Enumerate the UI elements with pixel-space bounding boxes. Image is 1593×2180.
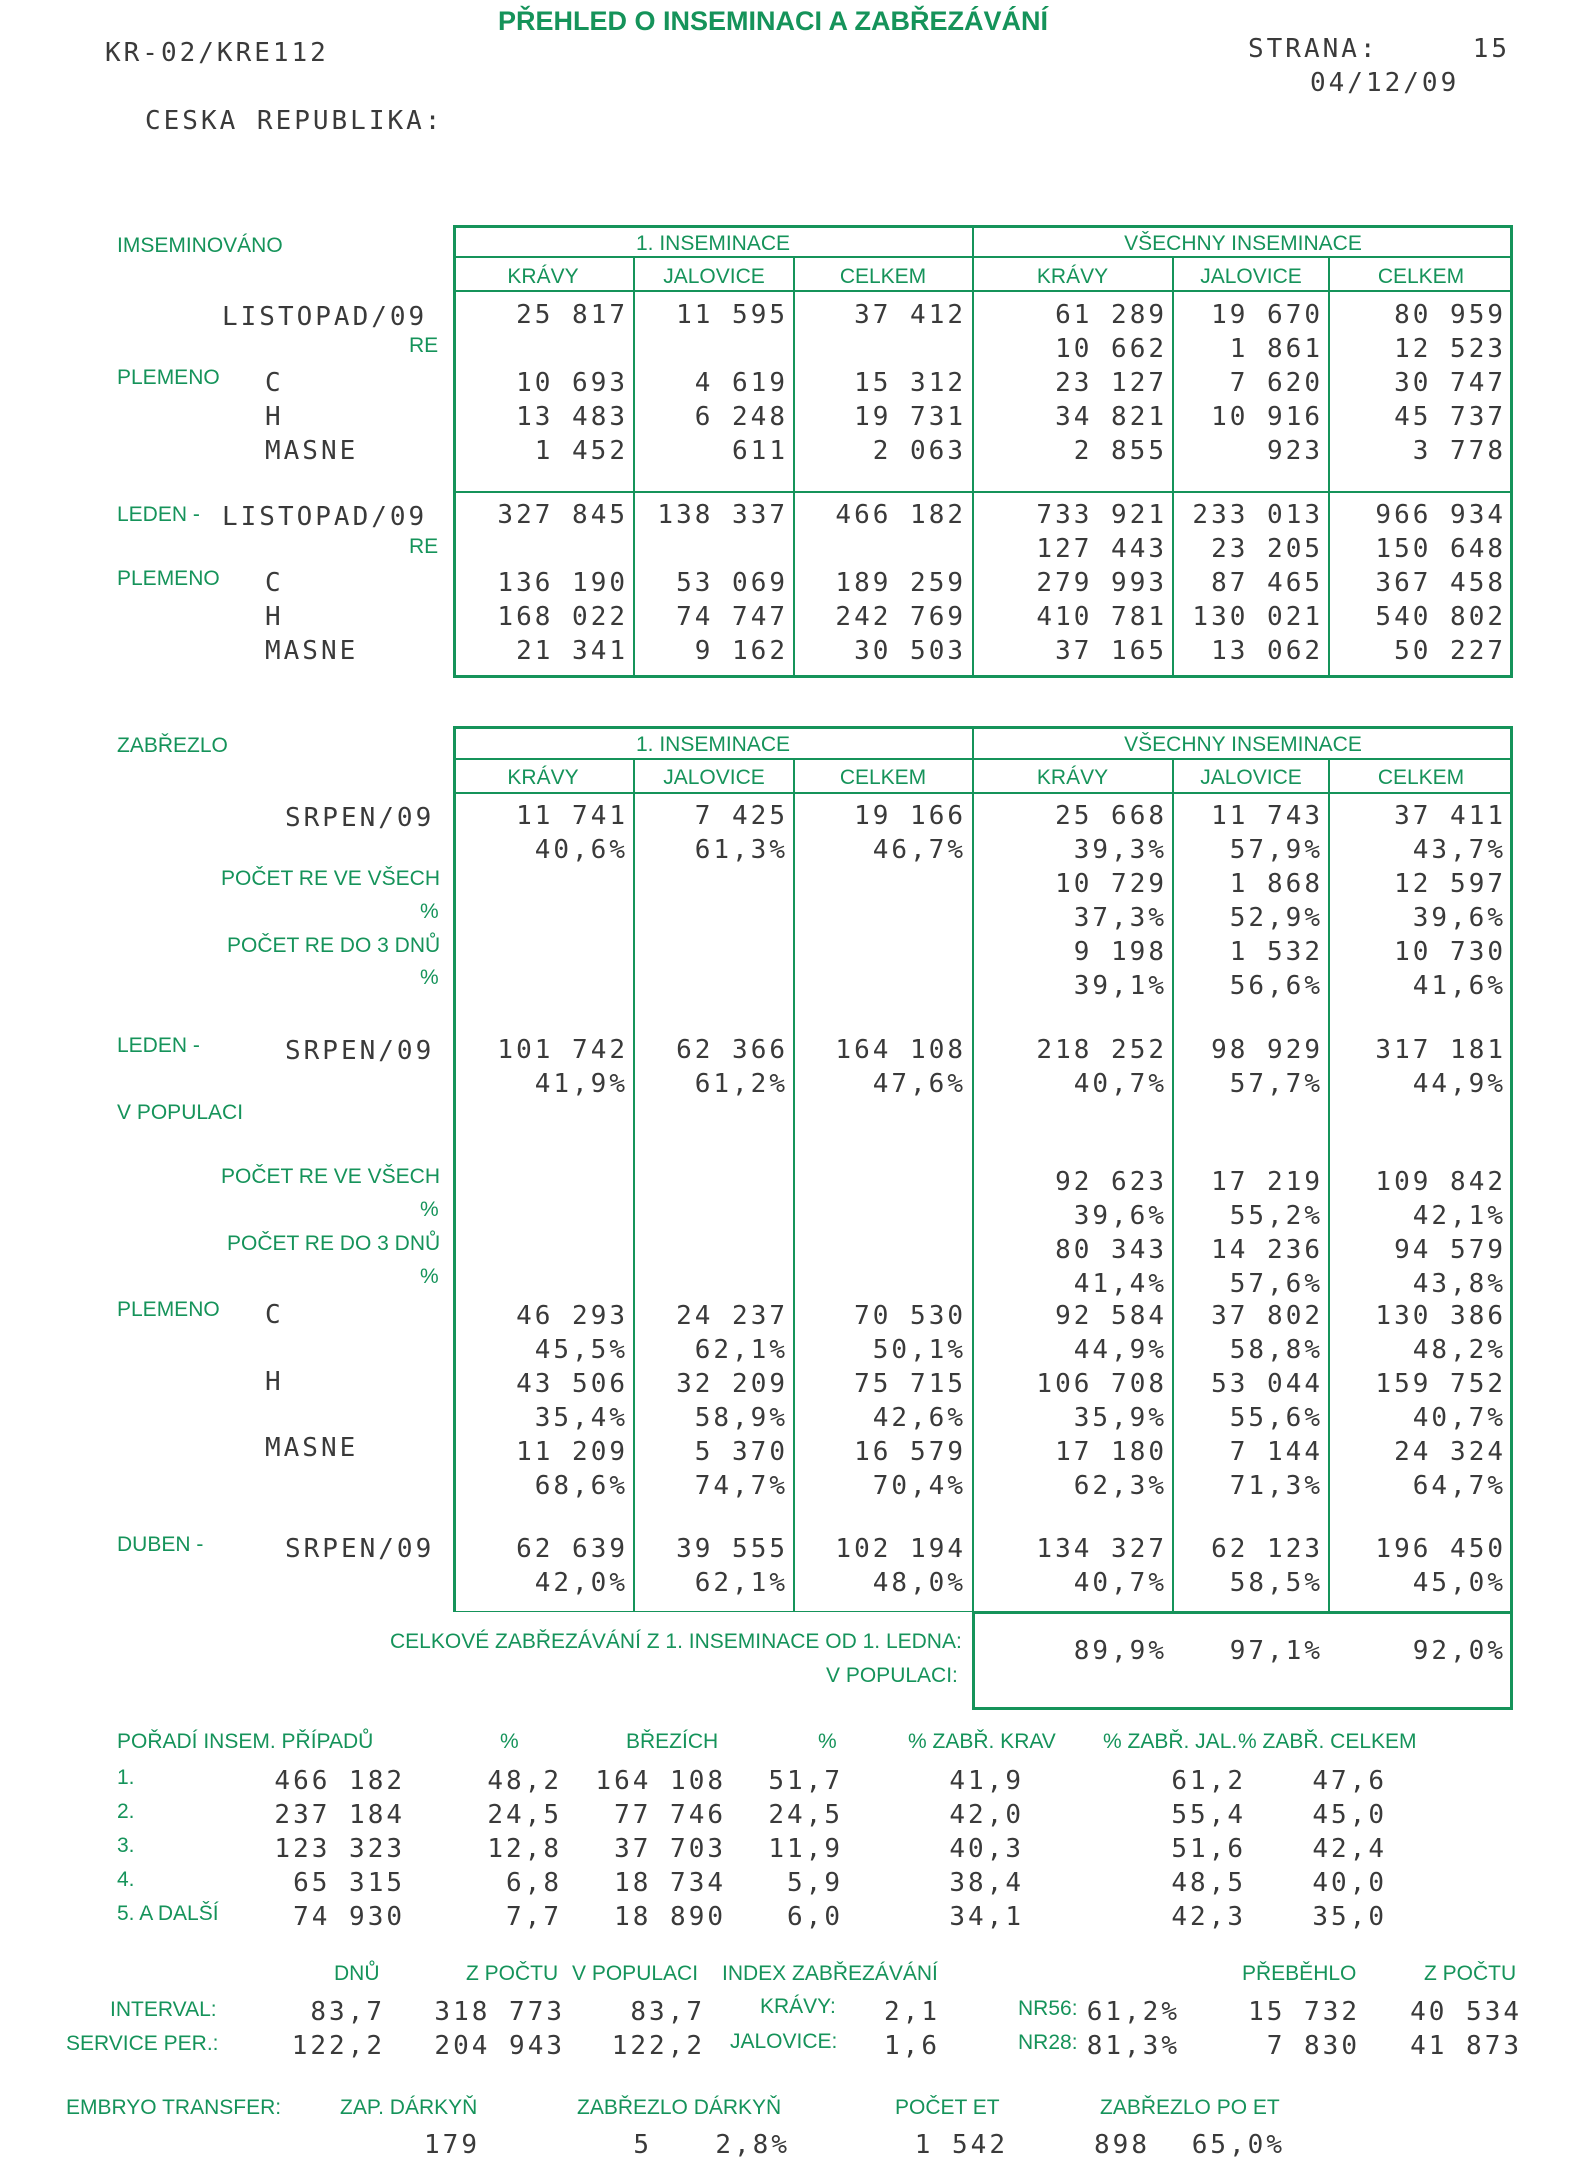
breed-h: H [265,402,284,432]
pct-label: % [420,1265,439,1288]
inseminated-p2-cell: 189 259 [835,568,966,598]
order-row-label: 5. A DALŠÍ [117,1902,219,1925]
conceived-p3-cell: 196 450 [1375,1534,1506,1564]
conceived-p3-cell: 62 639 [516,1534,628,1564]
order-row-label: 1. [117,1766,135,1789]
conceived-p1-cell: 56,6% [1229,971,1323,1001]
conceived-breed-cell: 64,7% [1412,1471,1506,1501]
inseminated-p1-cell: 19 670 [1211,300,1323,330]
conceived-p1-cell: 37,3% [1073,903,1167,933]
inseminated-p2-cell: 733 921 [1036,500,1167,530]
service-period-value: 122,2 [611,2031,705,2061]
inseminated-p1-cell: 611 [732,436,788,466]
re-label: RE [409,334,439,357]
order-cell: 51,6 [1171,1834,1246,1864]
interval-value: 83,7 [630,1997,705,2027]
conceived-breed-cell: 42,6% [872,1403,966,1433]
inseminated-p1-cell: 2 063 [872,436,966,466]
col-celkem: CELKEM [839,766,927,789]
nr56-value: 40 534 [1410,1997,1522,2027]
order-cell: 55,4 [1171,1800,1246,1830]
order-cell: 40,3 [949,1834,1024,1864]
conceived-breed-cell: 62,1% [694,1335,788,1365]
conceived-re-cell: 17 219 [1211,1167,1323,1197]
conceived-p1-cell: 43,7% [1412,835,1506,865]
col-kravy: KRÁVY [507,766,579,789]
order-header-pct2: % [818,1730,837,1753]
order-cell: 37 703 [614,1834,726,1864]
conceived-p1-cell: 19 166 [854,801,966,831]
inseminated-p2-cell: 966 934 [1375,500,1506,530]
conceived-p1-cell: 10 729 [1055,869,1167,899]
conceived-breed-cell: 70 530 [854,1301,966,1331]
service-period-value: 204 943 [434,2031,565,2061]
conceived-p1-cell: 61,3% [694,835,788,865]
conceived-p3-cell: 134 327 [1036,1534,1167,1564]
cows-index-value: 2,1 [884,1997,940,2027]
conceived-p3-cell: 62,1% [694,1568,788,1598]
inseminated-p1-cell: 34 821 [1055,402,1167,432]
order-cell: 7,7 [506,1902,562,1932]
conceived-p2-cell: 164 108 [835,1035,966,1065]
order-cell: 164 108 [595,1766,726,1796]
col-jalovice: JALOVICE [663,766,765,789]
inseminated-p1-cell: 10 693 [516,368,628,398]
order-cell: 48,5 [1171,1868,1246,1898]
conceived-after-et-value: 898 [1094,2130,1150,2160]
order-row-label: 2. [117,1800,135,1823]
conceived-re-cell: 43,8% [1412,1269,1506,1299]
conceived-p2-cell: 44,9% [1412,1069,1506,1099]
conceived-p3-cell: 102 194 [835,1534,966,1564]
conceived-p1-cell: 39,1% [1073,971,1167,1001]
inseminated-p2-cell: 138 337 [657,500,788,530]
conceived-re-cell: 41,4% [1073,1269,1167,1299]
conceived-p3-cell: 39 555 [676,1534,788,1564]
conceived-re-cell: 109 842 [1375,1167,1506,1197]
inseminated-p2-cell: 540 802 [1375,602,1506,632]
inseminated-p2-cell: 367 458 [1375,568,1506,598]
conceived-p2-cell: 62 366 [676,1035,788,1065]
period-label: SRPEN/09 [285,803,435,833]
conceived-p1-cell: 39,3% [1073,835,1167,865]
conceived-breed-cell: 68,6% [534,1471,628,1501]
inseminated-p1-cell: 12 523 [1394,334,1506,364]
inseminated-p2-cell: 13 062 [1211,636,1323,666]
order-cell: 42,3 [1171,1902,1246,1932]
conceived-breed-cell: 48,2% [1412,1335,1506,1365]
nr56-label: NR56: [1018,1997,1078,2020]
conceived-p1-cell: 11 741 [516,801,628,831]
order-cell: 466 182 [274,1766,405,1796]
breed-label: PLEMENO [117,366,220,389]
inseminated-p1-cell: 25 817 [516,300,628,330]
col-jalovice-all: JALOVICE [1200,766,1302,789]
conceived-p3-cell: 40,7% [1073,1568,1167,1598]
order-cell: 24,5 [487,1800,562,1830]
service-period-value: 122,2 [291,2031,385,2061]
inseminated-p1-cell: 30 747 [1394,368,1506,398]
order-cell: 48,2 [487,1766,562,1796]
conceived-p1-cell: 1 532 [1229,937,1323,967]
total-conception-value: 89,9% [1073,1636,1167,1666]
inseminated-p2-cell: 87 465 [1211,568,1323,598]
h-passed: PŘEBĚHLO [1242,1962,1357,1985]
inseminated-p1-cell: 923 [1267,436,1323,466]
conceived-p1-cell: 41,6% [1412,971,1506,1001]
conceived-p2-cell: 57,7% [1229,1069,1323,1099]
conceived-p1-cell: 9 198 [1073,937,1167,967]
inseminated-p1-cell: 15 312 [854,368,966,398]
conceived-p1-cell: 12 597 [1394,869,1506,899]
conceived-p3-cell: 45,0% [1412,1568,1506,1598]
order-cell: 6,8 [506,1868,562,1898]
conceived-breed-cell: 130 386 [1375,1301,1506,1331]
total-conception-value: 97,1% [1229,1636,1323,1666]
col-celkem-all: CELKEM [1377,766,1465,789]
period-label: SRPEN/09 [285,1036,435,1066]
breed-c: C [265,368,284,398]
order-cell: 34,1 [949,1902,1024,1932]
conceived-p1-cell: 52,9% [1229,903,1323,933]
group-all-inseminations: VŠECHNY INSEMINACE [1124,232,1362,255]
breed-h: H [265,602,284,632]
conceived-re-cell: 14 236 [1211,1235,1323,1265]
order-cell: 41,9 [949,1766,1024,1796]
col-jalovice: JALOVICE [663,265,765,288]
conceived-p1-cell: 10 730 [1394,937,1506,967]
conceived-re-cell: 39,6% [1073,1201,1167,1231]
conceived-breed-cell: 53 044 [1211,1369,1323,1399]
conceived-p2-cell: 317 181 [1375,1035,1506,1065]
section-inseminated-label: IMSEMINOVÁNO [117,234,283,257]
conceived-breed-cell: 62,3% [1073,1471,1167,1501]
inseminated-p1-cell: 19 731 [854,402,966,432]
order-cell: 65 315 [293,1868,405,1898]
conceived-re-cell: 57,6% [1229,1269,1323,1299]
inseminated-p2-cell: 279 993 [1036,568,1167,598]
inseminated-p1-cell: 11 595 [676,300,788,330]
conceived-breed-cell: 74,7% [694,1471,788,1501]
country-label: CESKA REPUBLIKA: [145,106,444,136]
conceived-p1-cell: 40,6% [534,835,628,865]
breed-label: PLEMENO [117,567,220,590]
conceived-breed-cell: 43 506 [516,1369,628,1399]
total-conception-value: 92,0% [1412,1636,1506,1666]
h-in-population: V POPULACI [572,1962,699,1985]
conceived-p3-cell: 58,5% [1229,1568,1323,1598]
order-cell: 77 746 [614,1800,726,1830]
order-cell: 18 890 [614,1902,726,1932]
conceived-breed-cell: 58,8% [1229,1335,1323,1365]
service-period-label: SERVICE PER.: [66,2032,219,2055]
interval-label: INTERVAL: [110,1998,217,2021]
conceived-after-et-pct: 65,0% [1191,2130,1285,2160]
order-cell: 42,4 [1312,1834,1387,1864]
inseminated-p2-cell: 74 747 [676,602,788,632]
re-label: RE [409,535,439,558]
conceived-breed-cell: 50,1% [872,1335,966,1365]
report-code: KR-02/KRE112 [105,38,329,68]
order-row-label: 4. [117,1868,135,1891]
order-cell: 18 734 [614,1868,726,1898]
inseminated-p1-cell: 10 662 [1055,334,1167,364]
conceived-p3-cell: 42,0% [534,1568,628,1598]
inseminated-p2-cell: 242 769 [835,602,966,632]
conceived-breed-cell: 17 180 [1055,1437,1167,1467]
inseminated-p2-cell: 150 648 [1375,534,1506,564]
order-cell: 40,0 [1312,1868,1387,1898]
inseminated-p1-cell: 3 778 [1412,436,1506,466]
heifers-index-value: 1,6 [884,2031,940,2061]
inseminated-p1-cell: 6 248 [694,402,788,432]
total-population-label: V POPULACI: [826,1664,958,1687]
conceived-p2-cell: 101 742 [497,1035,628,1065]
heifers-index-label: JALOVICE: [730,2030,838,2053]
inseminated-p2-cell: 21 341 [516,636,628,666]
conceived-breed-cell: 46 293 [516,1301,628,1331]
h-conceived-after-et: ZABŘEZLO PO ET [1100,2096,1280,2119]
period-prefix-leden: LEDEN - [117,503,200,526]
col-kravy-all: KRÁVY [1036,766,1109,789]
conceived-p1-cell: 11 743 [1211,801,1323,831]
donors-conceived-value: 5 [633,2130,652,2160]
inseminated-p2-cell: 327 845 [497,500,628,530]
re-3days-label: POČET RE DO 3 DNŮ [227,1232,441,1255]
nr56-value: 61,2% [1086,1997,1180,2027]
order-cell: 42,0 [949,1800,1024,1830]
inseminated-p2-cell: 136 190 [497,568,628,598]
order-header-total: % ZABŘ. CELKEM [1238,1730,1417,1753]
h-days: DNŮ [334,1962,380,1985]
breed-masne: MASNE [265,636,359,666]
conceived-p2-cell: 218 252 [1036,1035,1167,1065]
conceived-p2-cell: 98 929 [1211,1035,1323,1065]
re-all-label: POČET RE VE VŠECH [221,867,441,890]
period-label: LISTOPAD/09 [222,502,428,532]
order-cell: 11,9 [768,1834,843,1864]
period-prefix-leden: LEDEN - [117,1034,200,1057]
page-number: 15 [1472,34,1510,64]
inseminated-p1-cell: 4 619 [694,368,788,398]
conceived-breed-cell: 24 324 [1394,1437,1506,1467]
conceived-breed-cell: 75 715 [854,1369,966,1399]
order-cell: 6,0 [787,1902,843,1932]
breed-c: C [265,568,284,598]
inseminated-p1-cell: 1 861 [1229,334,1323,364]
conceived-p1-cell: 1 868 [1229,869,1323,899]
inseminated-p2-cell: 37 165 [1055,636,1167,666]
inseminated-p1-cell: 7 620 [1229,368,1323,398]
inseminated-p1-cell: 23 127 [1055,368,1167,398]
conceived-breed-cell: 37 802 [1211,1301,1323,1331]
cows-index-label: KRÁVY: [760,1995,836,2018]
nr28-value: 41 873 [1410,2031,1522,2061]
conceived-p3-cell: 48,0% [872,1568,966,1598]
conceived-breed-cell: 35,9% [1073,1403,1167,1433]
order-header-pct: % [500,1730,519,1753]
inseminated-p2-cell: 410 781 [1036,602,1167,632]
interval-value: 83,7 [310,1997,385,2027]
donors-registered-value: 179 [424,2130,480,2160]
conceived-p3-cell: 62 123 [1211,1534,1323,1564]
order-header-cases: POŘADÍ INSEM. PŘÍPADŮ [117,1730,374,1753]
period-label: SRPEN/09 [285,1534,435,1564]
order-cell: 74 930 [293,1902,405,1932]
conceived-p1-cell: 39,6% [1412,903,1506,933]
conceived-breed-cell: 32 209 [676,1369,788,1399]
interval-value: 318 773 [434,1997,565,2027]
inseminated-p2-cell: 53 069 [676,568,788,598]
order-cell: 61,2 [1171,1766,1246,1796]
order-row-label: 3. [117,1834,135,1857]
breed-c: C [265,1300,284,1330]
page-label: STRANA: [1248,34,1379,64]
embryo-transfer-label: EMBRYO TRANSFER: [66,2096,282,2119]
conceived-re-cell: 80 343 [1055,1235,1167,1265]
conceived-p2-cell: 47,6% [872,1069,966,1099]
pct-label: % [420,900,439,923]
conceived-p1-cell: 37 411 [1394,801,1506,831]
group-first-insemination: 1. INSEMINACE [635,733,791,756]
et-count-value: 1 542 [914,2130,1008,2160]
population-label: V POPULACI [117,1101,244,1124]
col-kravy: KRÁVY [507,265,579,288]
donors-conceived-pct: 2,8% [715,2130,790,2160]
col-jalovice-all: JALOVICE [1200,265,1302,288]
total-conception-label: CELKOVÉ ZABŘEZÁVÁNÍ Z 1. INSEMINACE OD 1. LEDNA: [390,1630,962,1653]
conceived-breed-cell: 45,5% [534,1335,628,1365]
conceived-breed-cell: 5 370 [694,1437,788,1467]
conceived-breed-cell: 71,3% [1229,1471,1323,1501]
inseminated-p2-cell: 30 503 [854,636,966,666]
inseminated-p1-cell: 13 483 [516,402,628,432]
breed-h: H [265,1367,284,1397]
inseminated-p2-cell: 50 227 [1394,636,1506,666]
inseminated-p2-cell: 23 205 [1211,534,1323,564]
conceived-p2-cell: 61,2% [694,1069,788,1099]
order-header-pregnant: BŘEZÍCH [626,1730,719,1753]
conceived-re-cell: 92 623 [1055,1167,1167,1197]
inseminated-p1-cell: 10 916 [1211,402,1323,432]
nr56-value: 15 732 [1248,1997,1360,2027]
order-cell: 51,7 [768,1766,843,1796]
conceived-breed-cell: 106 708 [1036,1369,1167,1399]
report-date: 04/12/09 [1310,68,1460,98]
breed-masne: MASNE [265,1433,359,1463]
section-conceived-label: ZABŘEZLO [117,734,228,757]
order-cell: 5,9 [787,1868,843,1898]
inseminated-p1-cell: 45 737 [1394,402,1506,432]
col-celkem-all: CELKEM [1377,265,1465,288]
inseminated-p1-cell: 80 959 [1394,300,1506,330]
col-celkem: CELKEM [839,265,927,288]
conceived-breed-cell: 35,4% [534,1403,628,1433]
conceived-breed-cell: 16 579 [854,1437,966,1467]
pct-label: % [420,966,439,989]
period-label: LISTOPAD/09 [222,302,428,332]
nr28-value: 81,3% [1086,2031,1180,2061]
order-cell: 35,0 [1312,1902,1387,1932]
conceived-breed-cell: 7 144 [1229,1437,1323,1467]
inseminated-p2-cell: 233 013 [1192,500,1323,530]
conceived-breed-cell: 44,9% [1073,1335,1167,1365]
order-cell: 38,4 [949,1868,1024,1898]
col-kravy-all: KRÁVY [1036,265,1109,288]
conceived-breed-cell: 11 209 [516,1437,628,1467]
period-prefix-duben: DUBEN - [117,1533,204,1556]
h-from-count: Z POČTU [466,1962,559,1985]
conceived-breed-cell: 58,9% [694,1403,788,1433]
group-first-insemination: 1. INSEMINACE [635,232,791,255]
nr28-label: NR28: [1018,2031,1078,2054]
h-index: INDEX ZABŘEZÁVÁNÍ [722,1962,938,1985]
order-header-heifers: % ZABŘ. JAL. [1103,1730,1238,1753]
re-all-label: POČET RE VE VŠECH [221,1165,441,1188]
h-donors-registered: ZAP. DÁRKYŇ [340,2096,478,2119]
order-cell: 237 184 [274,1800,405,1830]
nr28-value: 7 830 [1266,2031,1360,2061]
conceived-p1-cell: 57,9% [1229,835,1323,865]
order-cell: 123 323 [274,1834,405,1864]
inseminated-p1-cell: 2 855 [1073,436,1167,466]
inseminated-p2-cell: 168 022 [497,602,628,632]
h-donors-conceived: ZABŘEZLO DÁRKYŇ [577,2096,782,2119]
conceived-p2-cell: 40,7% [1073,1069,1167,1099]
inseminated-p1-cell: 37 412 [854,300,966,330]
inseminated-p1-cell: 1 452 [534,436,628,466]
order-cell: 45,0 [1312,1800,1387,1830]
conceived-breed-cell: 55,6% [1229,1403,1323,1433]
page-title: PŘEHLED O INSEMINACI A ZABŘEZÁVÁNÍ [498,6,1049,36]
conceived-breed-cell: 70,4% [872,1471,966,1501]
conceived-p1-cell: 7 425 [694,801,788,831]
conceived-p1-cell: 46,7% [872,835,966,865]
h-from-count2: Z POČTU [1424,1962,1517,1985]
order-header-cows: % ZABŘ. KRAV [908,1730,1056,1753]
inseminated-p2-cell: 466 182 [835,500,966,530]
h-et-count: POČET ET [895,2096,1000,2119]
inseminated-p1-cell: 61 289 [1055,300,1167,330]
order-cell: 47,6 [1312,1766,1387,1796]
conceived-breed-cell: 40,7% [1412,1403,1506,1433]
conceived-re-cell: 94 579 [1394,1235,1506,1265]
inseminated-p2-cell: 127 443 [1036,534,1167,564]
pct-label: % [420,1198,439,1221]
breed-label: PLEMENO [117,1298,220,1321]
conceived-breed-cell: 159 752 [1375,1369,1506,1399]
breed-masne: MASNE [265,436,359,466]
order-cell: 24,5 [768,1800,843,1830]
conceived-re-cell: 42,1% [1412,1201,1506,1231]
conceived-re-cell: 55,2% [1229,1201,1323,1231]
conceived-p1-cell: 25 668 [1055,801,1167,831]
conceived-breed-cell: 92 584 [1055,1301,1167,1331]
group-all-inseminations: VŠECHNY INSEMINACE [1124,733,1362,756]
inseminated-p2-cell: 9 162 [694,636,788,666]
re-3days-label: POČET RE DO 3 DNŮ [227,934,441,957]
inseminated-p2-cell: 130 021 [1192,602,1323,632]
order-cell: 12,8 [487,1834,562,1864]
conceived-p2-cell: 41,9% [534,1069,628,1099]
conceived-breed-cell: 24 237 [676,1301,788,1331]
